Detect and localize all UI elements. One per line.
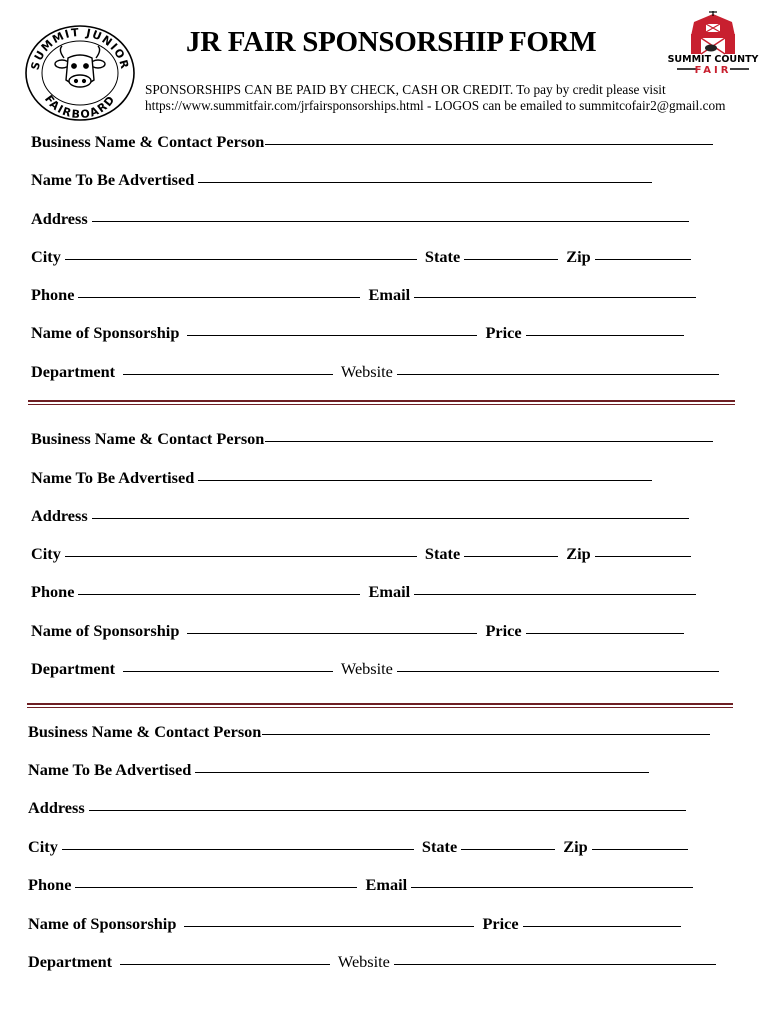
payment-notice bbox=[145, 82, 725, 114]
business-name-field[interactable] bbox=[265, 440, 713, 442]
city-label: City bbox=[31, 247, 61, 266]
department-website-row bbox=[31, 658, 723, 680]
phone-field[interactable] bbox=[78, 296, 360, 298]
state-field[interactable] bbox=[464, 258, 558, 260]
address-label: Address bbox=[28, 798, 85, 817]
phone-email-row bbox=[28, 874, 697, 896]
phone-email-row bbox=[31, 284, 700, 306]
address-field[interactable] bbox=[92, 517, 689, 519]
zip-field[interactable] bbox=[592, 848, 688, 850]
business-name-row bbox=[28, 721, 714, 743]
sponsorship-field[interactable] bbox=[187, 632, 477, 634]
price-field[interactable] bbox=[526, 334, 684, 336]
zip-label: Zip bbox=[566, 544, 591, 563]
phone-field[interactable] bbox=[75, 886, 357, 888]
zip-label: Zip bbox=[566, 247, 591, 266]
city-state-zip-row bbox=[28, 836, 692, 858]
zip-field[interactable] bbox=[595, 555, 691, 557]
email-label: Email bbox=[368, 285, 411, 304]
advertised-name-label: Name To Be Advertised bbox=[31, 170, 195, 189]
phone-label: Phone bbox=[31, 285, 75, 304]
city-label: City bbox=[28, 837, 58, 856]
price-label: Price bbox=[485, 323, 522, 342]
zip-label: Zip bbox=[563, 837, 588, 856]
department-website-row bbox=[31, 361, 723, 383]
advertised-name-field[interactable] bbox=[198, 181, 652, 183]
advertised-name-field[interactable] bbox=[198, 479, 652, 481]
department-field[interactable] bbox=[123, 373, 333, 375]
sponsorship-field[interactable] bbox=[187, 334, 477, 336]
advertised-name-label: Name To Be Advertised bbox=[31, 468, 195, 487]
svg-text:SUMMIT JUNIOR: SUMMIT JUNIOR bbox=[28, 25, 132, 72]
sponsorship-price-row bbox=[28, 913, 685, 935]
svg-text:FAIRBOARD: FAIRBOARD bbox=[41, 92, 119, 122]
summit-county-fair-logo bbox=[667, 8, 759, 76]
price-label: Price bbox=[482, 914, 519, 933]
website-label: Website bbox=[340, 659, 393, 678]
sponsorship-field[interactable] bbox=[184, 925, 474, 927]
page-title: JR FAIR SPONSORSHIP FORM bbox=[186, 26, 597, 58]
city-state-zip-row bbox=[31, 543, 695, 565]
phone-email-row bbox=[31, 581, 700, 603]
sponsorship-label: Name of Sponsorship bbox=[28, 914, 177, 933]
phone-field[interactable] bbox=[78, 593, 360, 595]
state-label: State bbox=[424, 247, 461, 266]
email-label: Email bbox=[365, 875, 408, 894]
business-name-row bbox=[31, 131, 717, 153]
address-row bbox=[31, 505, 693, 527]
price-label: Price bbox=[485, 621, 522, 640]
sponsorship-label: Name of Sponsorship bbox=[31, 323, 180, 342]
business-name-label: Business Name & Contact Person bbox=[31, 429, 265, 448]
business-name-field[interactable] bbox=[265, 143, 713, 145]
address-field[interactable] bbox=[92, 220, 689, 222]
state-field[interactable] bbox=[464, 555, 558, 557]
phone-label: Phone bbox=[31, 582, 75, 601]
department-label: Department bbox=[31, 362, 116, 381]
business-name-label: Business Name & Contact Person bbox=[31, 132, 265, 151]
website-field[interactable] bbox=[397, 670, 719, 672]
city-field[interactable] bbox=[65, 555, 417, 557]
department-label: Department bbox=[31, 659, 116, 678]
payment-notice-line: SPONSORSHIPS CAN BE PAID BY CHECK, CASH OR CREDIT. To pay by credit please visit bbox=[145, 82, 666, 97]
section-divider bbox=[27, 703, 733, 708]
website-field[interactable] bbox=[397, 373, 719, 375]
barn-icon bbox=[691, 11, 735, 54]
website-label: Website bbox=[337, 952, 390, 971]
advertised-name-field[interactable] bbox=[195, 771, 649, 773]
zip-field[interactable] bbox=[595, 258, 691, 260]
price-field[interactable] bbox=[523, 925, 681, 927]
section-divider bbox=[28, 400, 735, 405]
department-label: Department bbox=[28, 952, 113, 971]
address-label: Address bbox=[31, 506, 88, 525]
address-label: Address bbox=[31, 209, 88, 228]
department-field[interactable] bbox=[120, 963, 330, 965]
business-name-field[interactable] bbox=[262, 733, 710, 735]
payment-notice-url-line: https://www.summitfair.com/jrfairsponsorships.html - LOGOS can be emailed to summitcofair2@gmail.com bbox=[145, 98, 726, 113]
advertised-name-row bbox=[31, 169, 656, 191]
svg-text:FAIR: FAIR bbox=[694, 65, 732, 76]
sponsorship-price-row bbox=[31, 322, 688, 344]
address-row bbox=[31, 208, 693, 230]
website-label: Website bbox=[340, 362, 393, 381]
address-field[interactable] bbox=[89, 809, 686, 811]
department-website-row bbox=[28, 951, 720, 973]
price-field[interactable] bbox=[526, 632, 684, 634]
email-field[interactable] bbox=[411, 886, 693, 888]
state-field[interactable] bbox=[461, 848, 555, 850]
city-state-zip-row bbox=[31, 246, 695, 268]
sponsorship-label: Name of Sponsorship bbox=[31, 621, 180, 640]
state-label: State bbox=[424, 544, 461, 563]
city-field[interactable] bbox=[65, 258, 417, 260]
website-field[interactable] bbox=[394, 963, 716, 965]
city-label: City bbox=[31, 544, 61, 563]
business-name-row bbox=[31, 428, 717, 450]
email-field[interactable] bbox=[414, 296, 696, 298]
advertised-name-row bbox=[28, 759, 653, 781]
phone-label: Phone bbox=[28, 875, 72, 894]
address-row bbox=[28, 797, 690, 819]
business-name-label: Business Name & Contact Person bbox=[28, 722, 262, 741]
email-field[interactable] bbox=[414, 593, 696, 595]
summit-junior-fairboard-seal bbox=[24, 24, 136, 122]
city-field[interactable] bbox=[62, 848, 414, 850]
advertised-name-label: Name To Be Advertised bbox=[28, 760, 192, 779]
sponsorship-price-row bbox=[31, 620, 688, 642]
department-field[interactable] bbox=[123, 670, 333, 672]
email-label: Email bbox=[368, 582, 411, 601]
advertised-name-row bbox=[31, 467, 656, 489]
svg-text:SUMMIT COUNTY: SUMMIT COUNTY bbox=[667, 54, 759, 65]
state-label: State bbox=[421, 837, 458, 856]
